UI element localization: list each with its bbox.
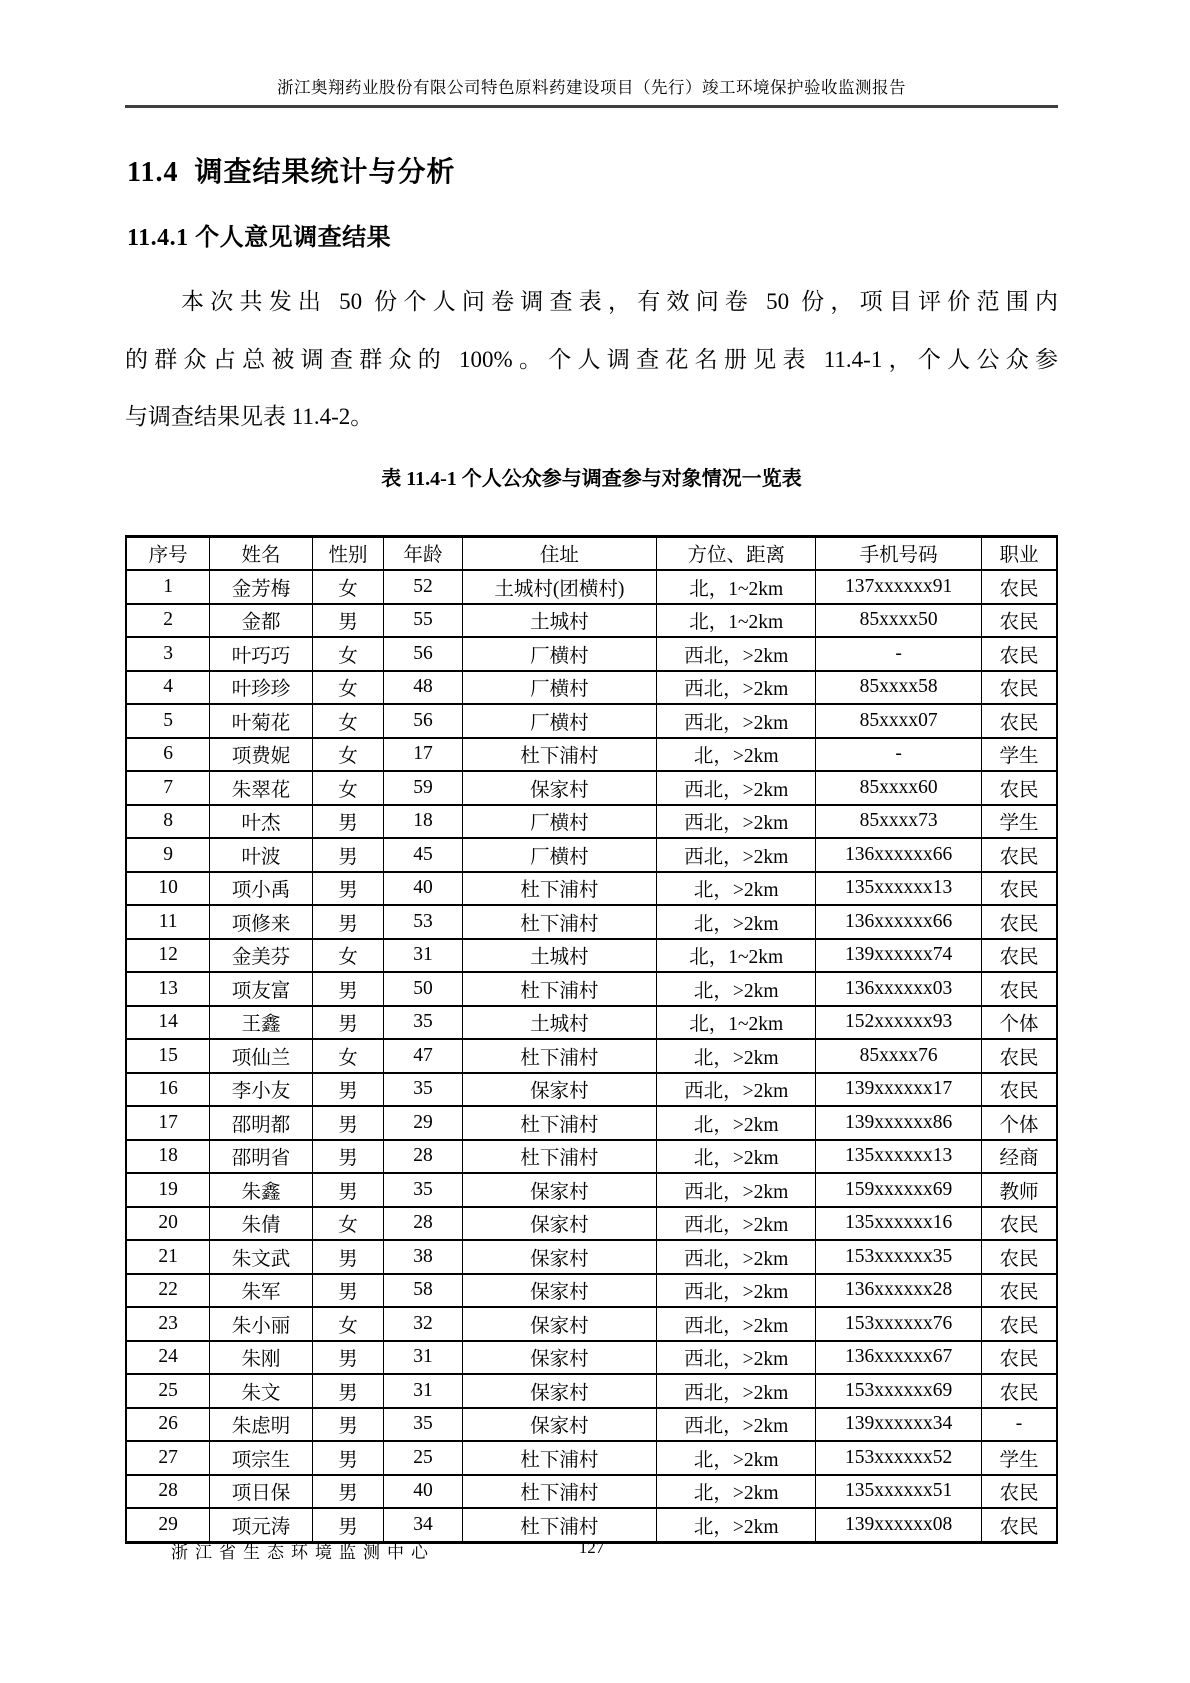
table-cell: 北，>2km bbox=[657, 972, 816, 1006]
table-cell: 西北，>2km bbox=[657, 637, 816, 671]
table-cell: 厂横村 bbox=[462, 671, 657, 705]
table-cell: 农民 bbox=[982, 771, 1057, 805]
table-cell: 85xxxx07 bbox=[816, 704, 982, 738]
table-cell: 土城村 bbox=[462, 939, 657, 973]
table-cell: 29 bbox=[384, 1106, 462, 1140]
column-header: 序号 bbox=[126, 536, 210, 570]
table-cell: 16 bbox=[126, 1073, 210, 1107]
table-cell: 北，1~2km bbox=[657, 604, 816, 638]
table-cell: 85xxxx76 bbox=[816, 1039, 982, 1073]
table-cell: 136xxxxxx03 bbox=[816, 972, 982, 1006]
table-cell: 保家村 bbox=[462, 771, 657, 805]
table-cell: 153xxxxxx76 bbox=[816, 1307, 982, 1341]
table-cell: 西北，>2km bbox=[657, 1307, 816, 1341]
table-cell: 153xxxxxx52 bbox=[816, 1441, 982, 1475]
table-cell: 朱鑫 bbox=[210, 1173, 312, 1207]
table-cell: 北，1~2km bbox=[657, 939, 816, 973]
table-cell: 85xxxx58 bbox=[816, 671, 982, 705]
table-cell: 35 bbox=[384, 1173, 462, 1207]
table-cell: 85xxxx73 bbox=[816, 805, 982, 839]
table-cell: 西北，>2km bbox=[657, 771, 816, 805]
table-cell: 男 bbox=[312, 972, 384, 1006]
table-cell: 56 bbox=[384, 637, 462, 671]
table-cell: 女 bbox=[312, 671, 384, 705]
table-row bbox=[126, 1374, 1057, 1408]
table-cell: 项仙兰 bbox=[210, 1039, 312, 1073]
table-cell: 保家村 bbox=[462, 1207, 657, 1241]
table-cell: 18 bbox=[126, 1140, 210, 1174]
table-cell: 农民 bbox=[982, 1508, 1057, 1542]
table-row bbox=[126, 1240, 1057, 1274]
table-row bbox=[126, 1073, 1057, 1107]
table-cell: 叶波 bbox=[210, 838, 312, 872]
table-cell: 西北，>2km bbox=[657, 704, 816, 738]
table-cell: 58 bbox=[384, 1274, 462, 1308]
table-cell: 男 bbox=[312, 905, 384, 939]
section-heading: 11.4 调查结果统计与分析 bbox=[127, 157, 456, 188]
column-header: 年龄 bbox=[384, 536, 462, 570]
table-row bbox=[126, 671, 1057, 705]
table-row bbox=[126, 972, 1057, 1006]
table-cell: 31 bbox=[384, 1374, 462, 1408]
table-cell: 135xxxxxx51 bbox=[816, 1475, 982, 1509]
table-title: 表 11.4-1 个人公众参与调查参与对象情况一览表 bbox=[381, 467, 802, 490]
table-cell: 杜下浦村 bbox=[462, 1140, 657, 1174]
table-cell: 西北，>2km bbox=[657, 1408, 816, 1442]
column-header: 性别 bbox=[312, 536, 384, 570]
table-cell: 男 bbox=[312, 1140, 384, 1174]
table-cell: 西北，>2km bbox=[657, 1173, 816, 1207]
table-cell: 厂横村 bbox=[462, 838, 657, 872]
table-row bbox=[126, 771, 1057, 805]
table-row bbox=[126, 1307, 1057, 1341]
table-cell: 农民 bbox=[982, 1039, 1057, 1073]
table-cell: 女 bbox=[312, 1307, 384, 1341]
table-cell: 土城村(团横村) bbox=[462, 570, 657, 604]
table-cell: 邵明都 bbox=[210, 1106, 312, 1140]
table-cell: 女 bbox=[312, 771, 384, 805]
table-cell: 21 bbox=[126, 1240, 210, 1274]
table-cell: 女 bbox=[312, 637, 384, 671]
table-cell: 139xxxxxx74 bbox=[816, 939, 982, 973]
table-cell: 农民 bbox=[982, 1307, 1057, 1341]
table-cell: 10 bbox=[126, 872, 210, 906]
table-cell: 136xxxxxx67 bbox=[816, 1341, 982, 1375]
table-cell: 金芳梅 bbox=[210, 570, 312, 604]
table-cell: 26 bbox=[126, 1408, 210, 1442]
table-cell: 项修来 bbox=[210, 905, 312, 939]
table-cell: 农民 bbox=[982, 704, 1057, 738]
table-cell: 厂横村 bbox=[462, 704, 657, 738]
table-cell: 35 bbox=[384, 1408, 462, 1442]
table-cell: 西北，>2km bbox=[657, 1274, 816, 1308]
table-cell: 北，1~2km bbox=[657, 1006, 816, 1040]
table-cell: 40 bbox=[384, 872, 462, 906]
table-cell: 139xxxxxx86 bbox=[816, 1106, 982, 1140]
table-row bbox=[126, 1408, 1057, 1442]
table-cell: 135xxxxxx16 bbox=[816, 1207, 982, 1241]
header-rule-divider bbox=[125, 105, 1058, 108]
table-cell: 朱文 bbox=[210, 1374, 312, 1408]
table-row bbox=[126, 905, 1057, 939]
table-cell: 农民 bbox=[982, 905, 1057, 939]
table-cell: 农民 bbox=[982, 1240, 1057, 1274]
table-cell: 农民 bbox=[982, 671, 1057, 705]
table-cell: 个体 bbox=[982, 1106, 1057, 1140]
table-cell: 男 bbox=[312, 1173, 384, 1207]
table-cell: 学生 bbox=[982, 805, 1057, 839]
table-cell: 男 bbox=[312, 838, 384, 872]
table-cell: 农民 bbox=[982, 604, 1057, 638]
table-cell: 项小禹 bbox=[210, 872, 312, 906]
table-cell: 女 bbox=[312, 704, 384, 738]
table-cell: 女 bbox=[312, 738, 384, 772]
table-cell: 男 bbox=[312, 1441, 384, 1475]
table-cell: 金都 bbox=[210, 604, 312, 638]
table-cell: 28 bbox=[126, 1475, 210, 1509]
table-cell: 杜下浦村 bbox=[462, 738, 657, 772]
table-cell: 杜下浦村 bbox=[462, 1039, 657, 1073]
table-cell: 朱翠花 bbox=[210, 771, 312, 805]
table-cell: 45 bbox=[384, 838, 462, 872]
body-paragraph bbox=[125, 273, 1058, 446]
table-row bbox=[126, 1006, 1057, 1040]
table-cell: 农民 bbox=[982, 838, 1057, 872]
table-row bbox=[126, 1140, 1057, 1174]
table-cell: 项友富 bbox=[210, 972, 312, 1006]
table-cell: 项宗生 bbox=[210, 1441, 312, 1475]
table-cell: 38 bbox=[384, 1240, 462, 1274]
table-cell: 男 bbox=[312, 1408, 384, 1442]
table-cell: 59 bbox=[384, 771, 462, 805]
table-cell: 保家村 bbox=[462, 1274, 657, 1308]
table-cell: 教师 bbox=[982, 1173, 1057, 1207]
table-cell: 农民 bbox=[982, 972, 1057, 1006]
table-cell: 北，>2km bbox=[657, 1508, 816, 1542]
page-number: 127 bbox=[578, 1538, 605, 1557]
table-row bbox=[126, 1106, 1057, 1140]
page-header bbox=[125, 0, 1058, 108]
table-cell: 25 bbox=[126, 1374, 210, 1408]
header-title: 浙江奥翔药业股份有限公司特色原料药建设项目（先行）竣工环境保护验收监测报告 bbox=[277, 78, 906, 97]
table-cell: 朱虑明 bbox=[210, 1408, 312, 1442]
table-cell: 153xxxxxx35 bbox=[816, 1240, 982, 1274]
table-cell: 159xxxxxx69 bbox=[816, 1173, 982, 1207]
table-cell: 叶杰 bbox=[210, 805, 312, 839]
table-cell: 1 bbox=[126, 570, 210, 604]
table-row bbox=[126, 1441, 1057, 1475]
table-cell: 保家村 bbox=[462, 1073, 657, 1107]
table-cell: 31 bbox=[384, 1341, 462, 1375]
table-cell: 经商 bbox=[982, 1140, 1057, 1174]
table-cell: 137xxxxxx91 bbox=[816, 570, 982, 604]
table-cell: 朱小丽 bbox=[210, 1307, 312, 1341]
column-header: 住址 bbox=[462, 536, 657, 570]
table-cell: 杜下浦村 bbox=[462, 1508, 657, 1542]
table-cell: 朱倩 bbox=[210, 1207, 312, 1241]
table-cell: - bbox=[816, 637, 982, 671]
table-row bbox=[126, 805, 1057, 839]
table-cell: 139xxxxxx34 bbox=[816, 1408, 982, 1442]
table-cell: 136xxxxxx66 bbox=[816, 838, 982, 872]
table-cell: 53 bbox=[384, 905, 462, 939]
table-cell: 22 bbox=[126, 1274, 210, 1308]
table-cell: 女 bbox=[312, 570, 384, 604]
table-cell: 136xxxxxx28 bbox=[816, 1274, 982, 1308]
table-cell: 项日保 bbox=[210, 1475, 312, 1509]
table-cell: 杜下浦村 bbox=[462, 1475, 657, 1509]
table-cell: 杜下浦村 bbox=[462, 872, 657, 906]
table-cell: 135xxxxxx13 bbox=[816, 872, 982, 906]
table-cell: 15 bbox=[126, 1039, 210, 1073]
table-cell: 男 bbox=[312, 1240, 384, 1274]
table-cell: 西北，>2km bbox=[657, 1207, 816, 1241]
table-cell: 金美芬 bbox=[210, 939, 312, 973]
table-cell: 27 bbox=[126, 1441, 210, 1475]
table-cell: 农民 bbox=[982, 570, 1057, 604]
table-cell: 西北，>2km bbox=[657, 1374, 816, 1408]
paragraph-line-2: 的群众占总被调查群众的 100%。个人调查花名册见表 11.4-1，个人公众参 bbox=[125, 346, 1058, 372]
subsection-heading: 11.4.1 个人意见调查结果 bbox=[127, 225, 392, 251]
table-cell: 土城村 bbox=[462, 1006, 657, 1040]
column-header: 方位、距离 bbox=[657, 536, 816, 570]
table-cell: 学生 bbox=[982, 738, 1057, 772]
survey-respondents-table bbox=[125, 535, 1058, 1544]
table-cell: 保家村 bbox=[462, 1408, 657, 1442]
table-cell: 保家村 bbox=[462, 1374, 657, 1408]
table-cell: - bbox=[816, 738, 982, 772]
table-cell: 31 bbox=[384, 939, 462, 973]
table-cell: 56 bbox=[384, 704, 462, 738]
table-cell: 李小友 bbox=[210, 1073, 312, 1107]
table-cell: 项元涛 bbox=[210, 1508, 312, 1542]
table-cell: 保家村 bbox=[462, 1307, 657, 1341]
table-cell: 叶巧巧 bbox=[210, 637, 312, 671]
table-cell: 农民 bbox=[982, 1073, 1057, 1107]
table-cell: 学生 bbox=[982, 1441, 1057, 1475]
table-cell: 18 bbox=[384, 805, 462, 839]
table-row bbox=[126, 872, 1057, 906]
table-cell: 朱文武 bbox=[210, 1240, 312, 1274]
table-cell: 6 bbox=[126, 738, 210, 772]
table-cell: 153xxxxxx69 bbox=[816, 1374, 982, 1408]
table-row bbox=[126, 1475, 1057, 1509]
table-cell: 北，>2km bbox=[657, 1140, 816, 1174]
table-cell: 52 bbox=[384, 570, 462, 604]
table-row bbox=[126, 1341, 1057, 1375]
table-row bbox=[126, 939, 1057, 973]
table-cell: 11 bbox=[126, 905, 210, 939]
table-cell: 40 bbox=[384, 1475, 462, 1509]
table-cell: 保家村 bbox=[462, 1341, 657, 1375]
table-cell: 男 bbox=[312, 872, 384, 906]
table-cell: 24 bbox=[126, 1341, 210, 1375]
table-cell: 农民 bbox=[982, 1207, 1057, 1241]
table-cell: 男 bbox=[312, 1274, 384, 1308]
table-cell: 北，>2km bbox=[657, 1039, 816, 1073]
table-row bbox=[126, 1039, 1057, 1073]
table-cell: 35 bbox=[384, 1073, 462, 1107]
table-cell: 女 bbox=[312, 1039, 384, 1073]
table-cell: 34 bbox=[384, 1508, 462, 1542]
table-cell: 3 bbox=[126, 637, 210, 671]
table-row bbox=[126, 1508, 1057, 1542]
table-cell: 女 bbox=[312, 1207, 384, 1241]
table-cell: 4 bbox=[126, 671, 210, 705]
table-cell: 杜下浦村 bbox=[462, 1106, 657, 1140]
table-cell: 北，>2km bbox=[657, 738, 816, 772]
table-cell: 136xxxxxx66 bbox=[816, 905, 982, 939]
table-cell: 男 bbox=[312, 1475, 384, 1509]
table-cell: 北，>2km bbox=[657, 905, 816, 939]
table-cell: 项费妮 bbox=[210, 738, 312, 772]
table-cell: 25 bbox=[384, 1441, 462, 1475]
table-cell: 男 bbox=[312, 1374, 384, 1408]
table-cell: 杜下浦村 bbox=[462, 905, 657, 939]
table-cell: 西北，>2km bbox=[657, 1341, 816, 1375]
table-cell: 朱军 bbox=[210, 1274, 312, 1308]
table-cell: 厂横村 bbox=[462, 805, 657, 839]
table-cell: 男 bbox=[312, 1106, 384, 1140]
table-cell: 土城村 bbox=[462, 604, 657, 638]
table-cell: 杜下浦村 bbox=[462, 972, 657, 1006]
table-body bbox=[126, 570, 1057, 1542]
table-cell: 北，>2km bbox=[657, 1475, 816, 1509]
table-cell: 北，>2km bbox=[657, 1441, 816, 1475]
table-cell: 西北，>2km bbox=[657, 1240, 816, 1274]
table-cell: 85xxxx60 bbox=[816, 771, 982, 805]
table-cell: 28 bbox=[384, 1207, 462, 1241]
page-footer bbox=[125, 1538, 1058, 1566]
table-cell: 13 bbox=[126, 972, 210, 1006]
table-row bbox=[126, 738, 1057, 772]
table-cell: 女 bbox=[312, 939, 384, 973]
table-cell: 17 bbox=[384, 738, 462, 772]
table-cell: 保家村 bbox=[462, 1240, 657, 1274]
table-header-row bbox=[126, 536, 1057, 570]
table-cell: 西北，>2km bbox=[657, 805, 816, 839]
table-row bbox=[126, 604, 1057, 638]
table-cell: 农民 bbox=[982, 1374, 1057, 1408]
table-cell: 西北，>2km bbox=[657, 838, 816, 872]
table-cell: 35 bbox=[384, 1006, 462, 1040]
table-row bbox=[126, 1274, 1057, 1308]
table-cell: 17 bbox=[126, 1106, 210, 1140]
table-cell: 8 bbox=[126, 805, 210, 839]
table-cell: 农民 bbox=[982, 1475, 1057, 1509]
table-cell: 47 bbox=[384, 1039, 462, 1073]
table-row bbox=[126, 704, 1057, 738]
table-cell: 农民 bbox=[982, 872, 1057, 906]
table-cell: 12 bbox=[126, 939, 210, 973]
paragraph-line-1: 本次共发出 50 份个人问卷调查表，有效问卷 50 份，项目评价范围内 bbox=[181, 289, 1058, 314]
table-cell: 王鑫 bbox=[210, 1006, 312, 1040]
table-cell: 23 bbox=[126, 1307, 210, 1341]
table-row bbox=[126, 570, 1057, 604]
table-cell: 个体 bbox=[982, 1006, 1057, 1040]
table-cell: 50 bbox=[384, 972, 462, 1006]
column-header: 手机号码 bbox=[816, 536, 982, 570]
paragraph-line-3: 与调查结果见表 11.4-2。 bbox=[125, 404, 374, 429]
table-cell: 139xxxxxx17 bbox=[816, 1073, 982, 1107]
table-cell: 农民 bbox=[982, 1341, 1057, 1375]
table-cell: 男 bbox=[312, 1006, 384, 1040]
table-cell: 男 bbox=[312, 604, 384, 638]
table-cell: 20 bbox=[126, 1207, 210, 1241]
table-cell: 男 bbox=[312, 1073, 384, 1107]
table-cell: 叶菊花 bbox=[210, 704, 312, 738]
table-cell: 保家村 bbox=[462, 1173, 657, 1207]
table-cell: 85xxxx50 bbox=[816, 604, 982, 638]
table-cell: 152xxxxxx93 bbox=[816, 1006, 982, 1040]
column-header: 职业 bbox=[982, 536, 1057, 570]
table-cell: - bbox=[982, 1408, 1057, 1442]
table-cell: 5 bbox=[126, 704, 210, 738]
table-row bbox=[126, 838, 1057, 872]
table-cell: 北，>2km bbox=[657, 1106, 816, 1140]
table-cell: 农民 bbox=[982, 939, 1057, 973]
table-cell: 北，>2km bbox=[657, 872, 816, 906]
table-cell: 32 bbox=[384, 1307, 462, 1341]
table-cell: 厂横村 bbox=[462, 637, 657, 671]
table-cell: 男 bbox=[312, 805, 384, 839]
table-cell: 19 bbox=[126, 1173, 210, 1207]
table-cell: 朱刚 bbox=[210, 1341, 312, 1375]
table-cell: 男 bbox=[312, 1341, 384, 1375]
table-cell: 邵明省 bbox=[210, 1140, 312, 1174]
table-cell: 农民 bbox=[982, 1274, 1057, 1308]
table-cell: 西北，>2km bbox=[657, 671, 816, 705]
column-header: 姓名 bbox=[210, 536, 312, 570]
table-row bbox=[126, 1207, 1057, 1241]
table-cell: 48 bbox=[384, 671, 462, 705]
table-row bbox=[126, 637, 1057, 671]
table-cell: 9 bbox=[126, 838, 210, 872]
table-cell: 2 bbox=[126, 604, 210, 638]
table-cell: 杜下浦村 bbox=[462, 1441, 657, 1475]
table-cell: 29 bbox=[126, 1508, 210, 1542]
table-cell: 7 bbox=[126, 771, 210, 805]
table-cell: 135xxxxxx13 bbox=[816, 1140, 982, 1174]
table-cell: 西北，>2km bbox=[657, 1073, 816, 1107]
table-cell: 北，1~2km bbox=[657, 570, 816, 604]
table-cell: 男 bbox=[312, 1508, 384, 1542]
table-cell: 28 bbox=[384, 1140, 462, 1174]
table-cell: 农民 bbox=[982, 637, 1057, 671]
footer-organization: 浙江省生态环境监测中心 bbox=[171, 1543, 435, 1562]
table-cell: 139xxxxxx08 bbox=[816, 1508, 982, 1542]
table-cell: 14 bbox=[126, 1006, 210, 1040]
table-cell: 叶珍珍 bbox=[210, 671, 312, 705]
table-row bbox=[126, 1173, 1057, 1207]
table-cell: 55 bbox=[384, 604, 462, 638]
